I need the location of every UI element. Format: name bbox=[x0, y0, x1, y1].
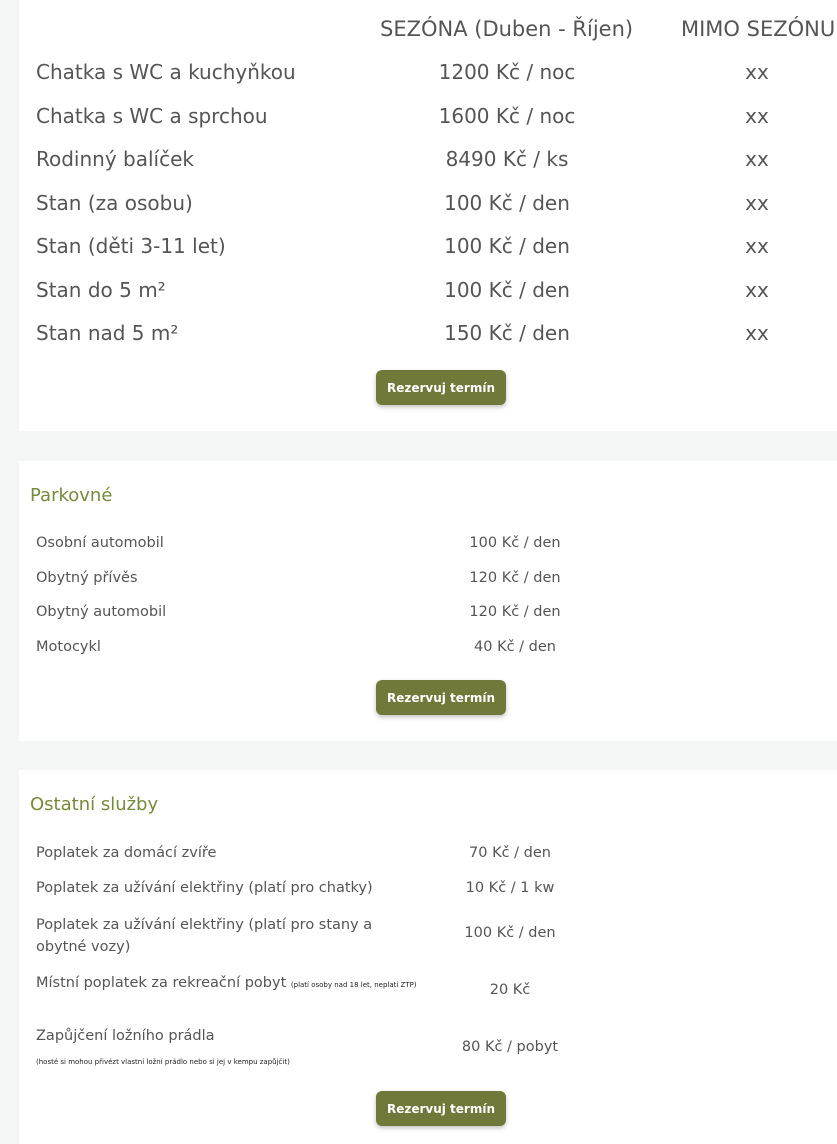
row-offseason-price: xx bbox=[745, 321, 769, 345]
row-offseason-price: xx bbox=[745, 278, 769, 302]
row-note: (hosté si mohou přivézt vlastní ložní prádlo nebo si jej v kempu zapůjčit) bbox=[36, 1058, 290, 1066]
row-name: Obytný přívěs bbox=[36, 570, 138, 586]
row-season-price: 100 Kč / den bbox=[444, 278, 570, 302]
row-name: Poplatek za domácí zvíře bbox=[36, 845, 217, 861]
row-season-price: 100 Kč / den bbox=[444, 191, 570, 215]
row-name: Chatka s WC a sprchou bbox=[36, 104, 268, 128]
row-name: Stan do 5 m² bbox=[36, 278, 166, 302]
row-name: Rodinný balíček bbox=[36, 147, 194, 171]
row-price: 120 Kč / den bbox=[469, 570, 561, 586]
reserve-button[interactable]: Rezervuj termín bbox=[376, 1091, 506, 1126]
row-name: Osobní automobil bbox=[36, 535, 164, 551]
row-price: 100 Kč / den bbox=[464, 925, 556, 941]
row-name: Zapůjčení ložního prádla bbox=[36, 1028, 215, 1044]
row-name: Stan (děti 3-11 let) bbox=[36, 234, 226, 258]
parking-price-card bbox=[19, 461, 837, 741]
row-name-wrap bbox=[36, 971, 421, 997]
row-price: 10 Kč / 1 kw bbox=[465, 880, 555, 896]
reserve-button[interactable]: Rezervuj termín bbox=[376, 370, 506, 405]
reserve-button[interactable]: Rezervuj termín bbox=[376, 680, 506, 715]
row-offseason-price: xx bbox=[745, 104, 769, 128]
row-price: 120 Kč / den bbox=[469, 604, 561, 620]
row-season-price: 150 Kč / den bbox=[444, 321, 570, 345]
row-name: Stan nad 5 m² bbox=[36, 321, 179, 345]
accommodation-price-card bbox=[19, 0, 837, 431]
season-column-header: SEZÓNA (Duben - Říjen) bbox=[380, 17, 634, 41]
row-note: (platí osoby nad 18 let, neplatí ZTP) bbox=[290, 981, 417, 989]
section-title: Ostatní služby bbox=[30, 794, 159, 815]
row-offseason-price: xx bbox=[745, 60, 769, 84]
row-season-price: 100 Kč / den bbox=[444, 234, 570, 258]
row-price: 40 Kč / den bbox=[474, 639, 556, 655]
row-name: Poplatek za užívání elektřiny (platí pro chatky) bbox=[36, 880, 373, 896]
row-price: 100 Kč / den bbox=[469, 535, 561, 551]
row-name: Obytný automobil bbox=[36, 604, 167, 620]
offseason-column-header: MIMO SEZÓNU bbox=[681, 17, 836, 41]
row-offseason-price: xx bbox=[745, 147, 769, 171]
row-season-price: 1600 Kč / noc bbox=[438, 104, 576, 128]
section-title: Parkovné bbox=[30, 485, 113, 506]
services-price-card bbox=[19, 770, 837, 1144]
row-price: 70 Kč / den bbox=[469, 845, 551, 861]
row-price: 20 Kč bbox=[489, 982, 531, 998]
row-name: Motocykl bbox=[36, 639, 101, 655]
row-name: Poplatek za užívání elektřiny (platí pro stany a obytné vozy) bbox=[36, 917, 373, 955]
row-price: 80 Kč / pobyt bbox=[461, 1039, 559, 1055]
row-season-price: 1200 Kč / noc bbox=[438, 60, 576, 84]
row-offseason-price: xx bbox=[745, 191, 769, 215]
row-name: Chatka s WC a kuchyňkou bbox=[36, 60, 296, 84]
row-season-price: 8490 Kč / ks bbox=[445, 147, 569, 171]
row-name: Místní poplatek za rekreační pobyt bbox=[36, 975, 287, 991]
row-name: Stan (za osobu) bbox=[36, 191, 193, 215]
row-offseason-price: xx bbox=[745, 234, 769, 258]
